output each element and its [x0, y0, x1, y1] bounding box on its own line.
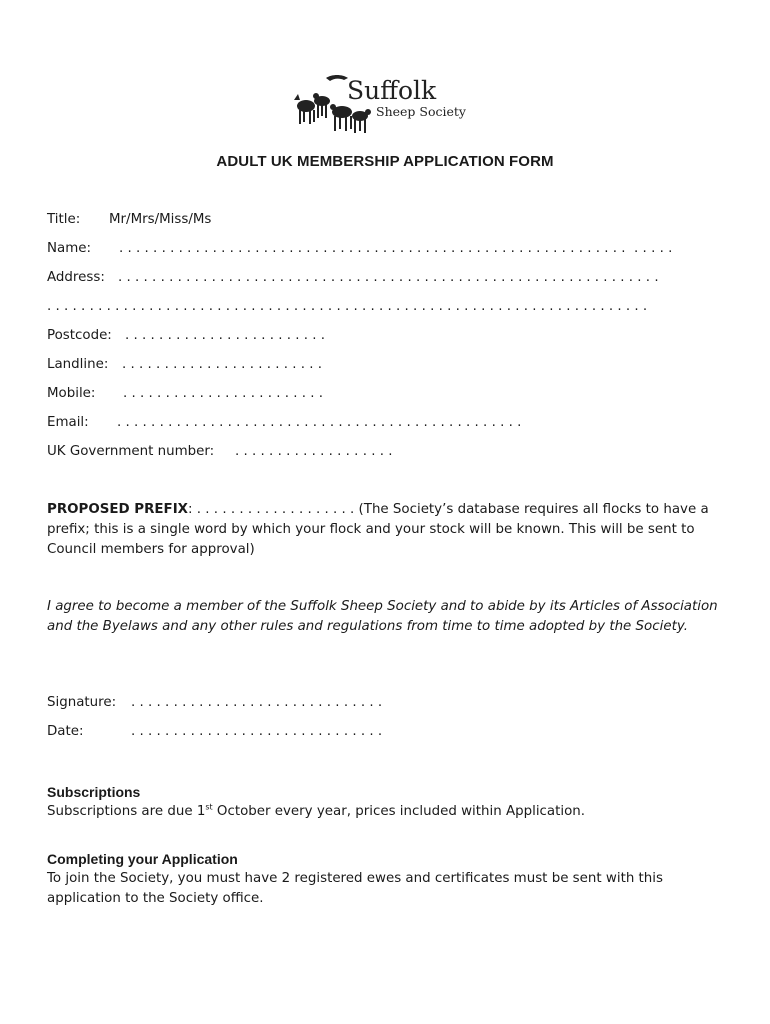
landline-field[interactable]: . . . . . . . . . . . . . . . . . . . . . . . . [122, 357, 323, 372]
postcode-field[interactable]: . . . . . . . . . . . . . . . . . . . . . . . . [125, 328, 326, 343]
gov-number-field[interactable]: . . . . . . . . . . . . . . . . . . . [235, 444, 393, 459]
signature-label: Signature: [47, 695, 117, 710]
mobile-field[interactable]: . . . . . . . . . . . . . . . . . . . . . . . . [123, 386, 324, 401]
email-row [47, 415, 522, 430]
date-field[interactable]: . . . . . . . . . . . . . . . . . . . . . . . . . . . . . . [131, 724, 383, 739]
sheep-silhouette-icon [290, 72, 490, 138]
proposed-prefix-paragraph [47, 500, 737, 560]
gov-number-label: UK Government number: [47, 444, 215, 459]
ordinal-suffix: st [205, 802, 213, 812]
title-row [47, 212, 212, 227]
subscriptions-text-end: October every year, prices included within Application. [212, 804, 586, 819]
signature-field[interactable]: . . . . . . . . . . . . . . . . . . . . . . . . . . . . . . [131, 695, 383, 710]
logo-subname: Sheep Society [376, 104, 466, 119]
address-label: Address: [47, 270, 105, 285]
prefix-field[interactable]: : . . . . . . . . . . . . . . . . . . . [188, 502, 355, 517]
gov-number-row [47, 444, 393, 459]
address-field[interactable]: . . . . . . . . . . . . . . . . . . . . . . . . . . . . . . . . . . . . . . . . . . . . . . . . . . . . . . . . . . . . . . . . [118, 270, 659, 285]
postcode-label: Postcode: [47, 328, 112, 343]
date-row [47, 724, 383, 739]
completing-heading: Completing your Application [47, 851, 238, 867]
name-row [47, 241, 673, 256]
prefix-label: PROPOSED PREFIX [47, 502, 189, 517]
subscriptions-heading: Subscriptions [47, 784, 141, 800]
completing-section [47, 849, 737, 909]
title-label: Title: [47, 212, 81, 227]
name-field[interactable]: . . . . . . . . . . . . . . . . . . . . . . . . . . . . . . . . . . . . . . . . . . . . . . . . . . . . . . . . . . . . . . . . . [119, 241, 673, 256]
agreement-statement: I agree to become a member of the Suffolk Sheep Society and to abide by its Articles of Association and the Byelaws and any other rules and regulations from time to time adopted by the Society. [47, 599, 718, 634]
mobile-label: Mobile: [47, 386, 96, 401]
society-logo [290, 72, 490, 138]
landline-row [47, 357, 323, 372]
completing-text: To join the Society, you must have 2 registered ewes and certificates must be sent with this application to the Society office. [47, 871, 663, 906]
subscriptions-section [47, 782, 737, 822]
postcode-row [47, 328, 326, 343]
title-options[interactable]: Mr/Mrs/Miss/Ms [109, 212, 212, 227]
subscriptions-text [47, 802, 737, 822]
address-row [47, 270, 659, 285]
signature-row [47, 695, 383, 710]
form-title: ADULT UK MEMBERSHIP APPLICATION FORM [216, 153, 554, 170]
mobile-row [47, 386, 324, 401]
name-label: Name: [47, 241, 92, 256]
prefix-explanation: (The Society’s database requires all flocks to have a prefix; this is a single word by which your flock and your stock will be known. This will be sent to Council members for approval) [47, 502, 709, 557]
email-field[interactable]: . . . . . . . . . . . . . . . . . . . . . . . . . . . . . . . . . . . . . . . . . . . . . . . . [117, 415, 522, 430]
logo-name: Suffolk [347, 76, 437, 105]
address-line-2[interactable]: . . . . . . . . . . . . . . . . . . . . . . . . . . . . . . . . . . . . . . . . . . . . . . . . . . . . . . . . . . . . . . . . . . . . . . . [47, 299, 648, 314]
landline-label: Landline: [47, 357, 109, 372]
email-label: Email: [47, 415, 89, 430]
date-label: Date: [47, 724, 84, 739]
subscriptions-text-start: Subscriptions are due 1 [47, 804, 206, 819]
